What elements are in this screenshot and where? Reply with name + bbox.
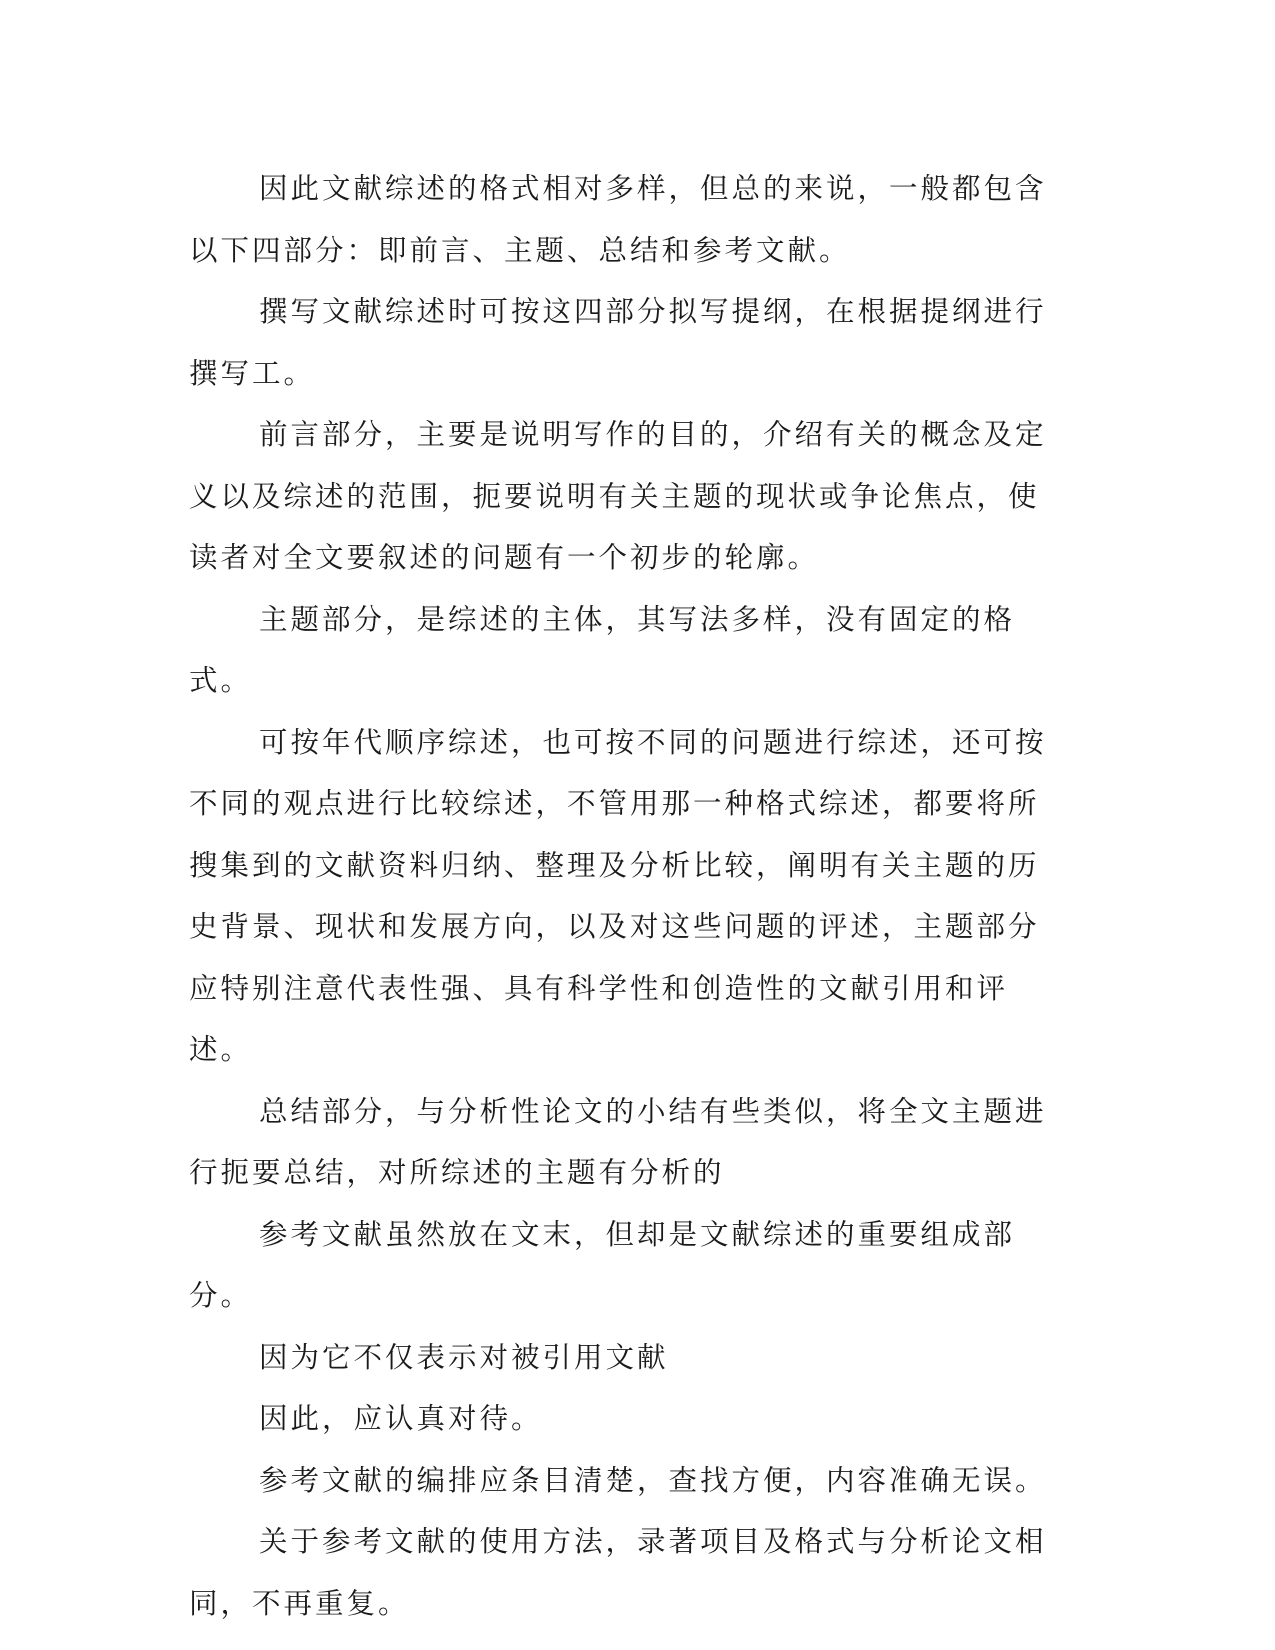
paragraph-review-methods: 可按年代顺序综述，也可按不同的问题进行综述，还可按不同的观点进行比较综述，不管用那一种格式综述，都要将所搜集到的文献资料归纳、整理及分析比较，阐明有关主题的历史背景、现状和发展方向，以及对这些问题的评述，主题部分应特别注意代表性强、具有科学性和创造性的文献引用和评述。 xyxy=(189,725,1047,1066)
paragraph-preface: 前言部分，主要是说明写作的目的，介绍有关的概念及定义以及综述的范围，扼要说明有关主题的现状或争论焦点，使读者对全文要叙述的问题有一个初步的轮廓。 xyxy=(189,418,1047,574)
paragraph-references-usage: 关于参考文献的使用方法，录著项目及格式与分析论文相同，不再重复。 xyxy=(189,1525,1047,1620)
paragraph-references-attitude: 因此，应认真对待。 xyxy=(259,1402,543,1435)
paragraph-main-topic: 主题部分，是综述的主体，其写法多样，没有固定的格式。 xyxy=(189,602,1016,697)
document-body xyxy=(189,158,1069,1634)
paragraph-references: 参考文献虽然放在文末，但却是文献综述的重要组成部分。 xyxy=(189,1217,1016,1312)
paragraph-outline: 撰写文献综述时可按这四部分拟写提纲，在根据提纲进行撰写工。 xyxy=(189,295,1047,390)
paragraph-references-reason: 因为它不仅表示对被引用文献 xyxy=(259,1340,669,1374)
paragraph-format-overview: 因此文献综述的格式相对多样，但总的来说，一般都包含以下四部分：即前言、主题、总结和参考文献。 xyxy=(189,172,1047,267)
paragraph-references-arrangement: 参考文献的编排应条目清楚，查找方便，内容准确无误。 xyxy=(259,1463,1047,1497)
paragraph-summary: 总结部分，与分析性论文的小结有些类似，将全文主题进行扼要总结，对所综述的主题有分析的 xyxy=(189,1094,1047,1189)
